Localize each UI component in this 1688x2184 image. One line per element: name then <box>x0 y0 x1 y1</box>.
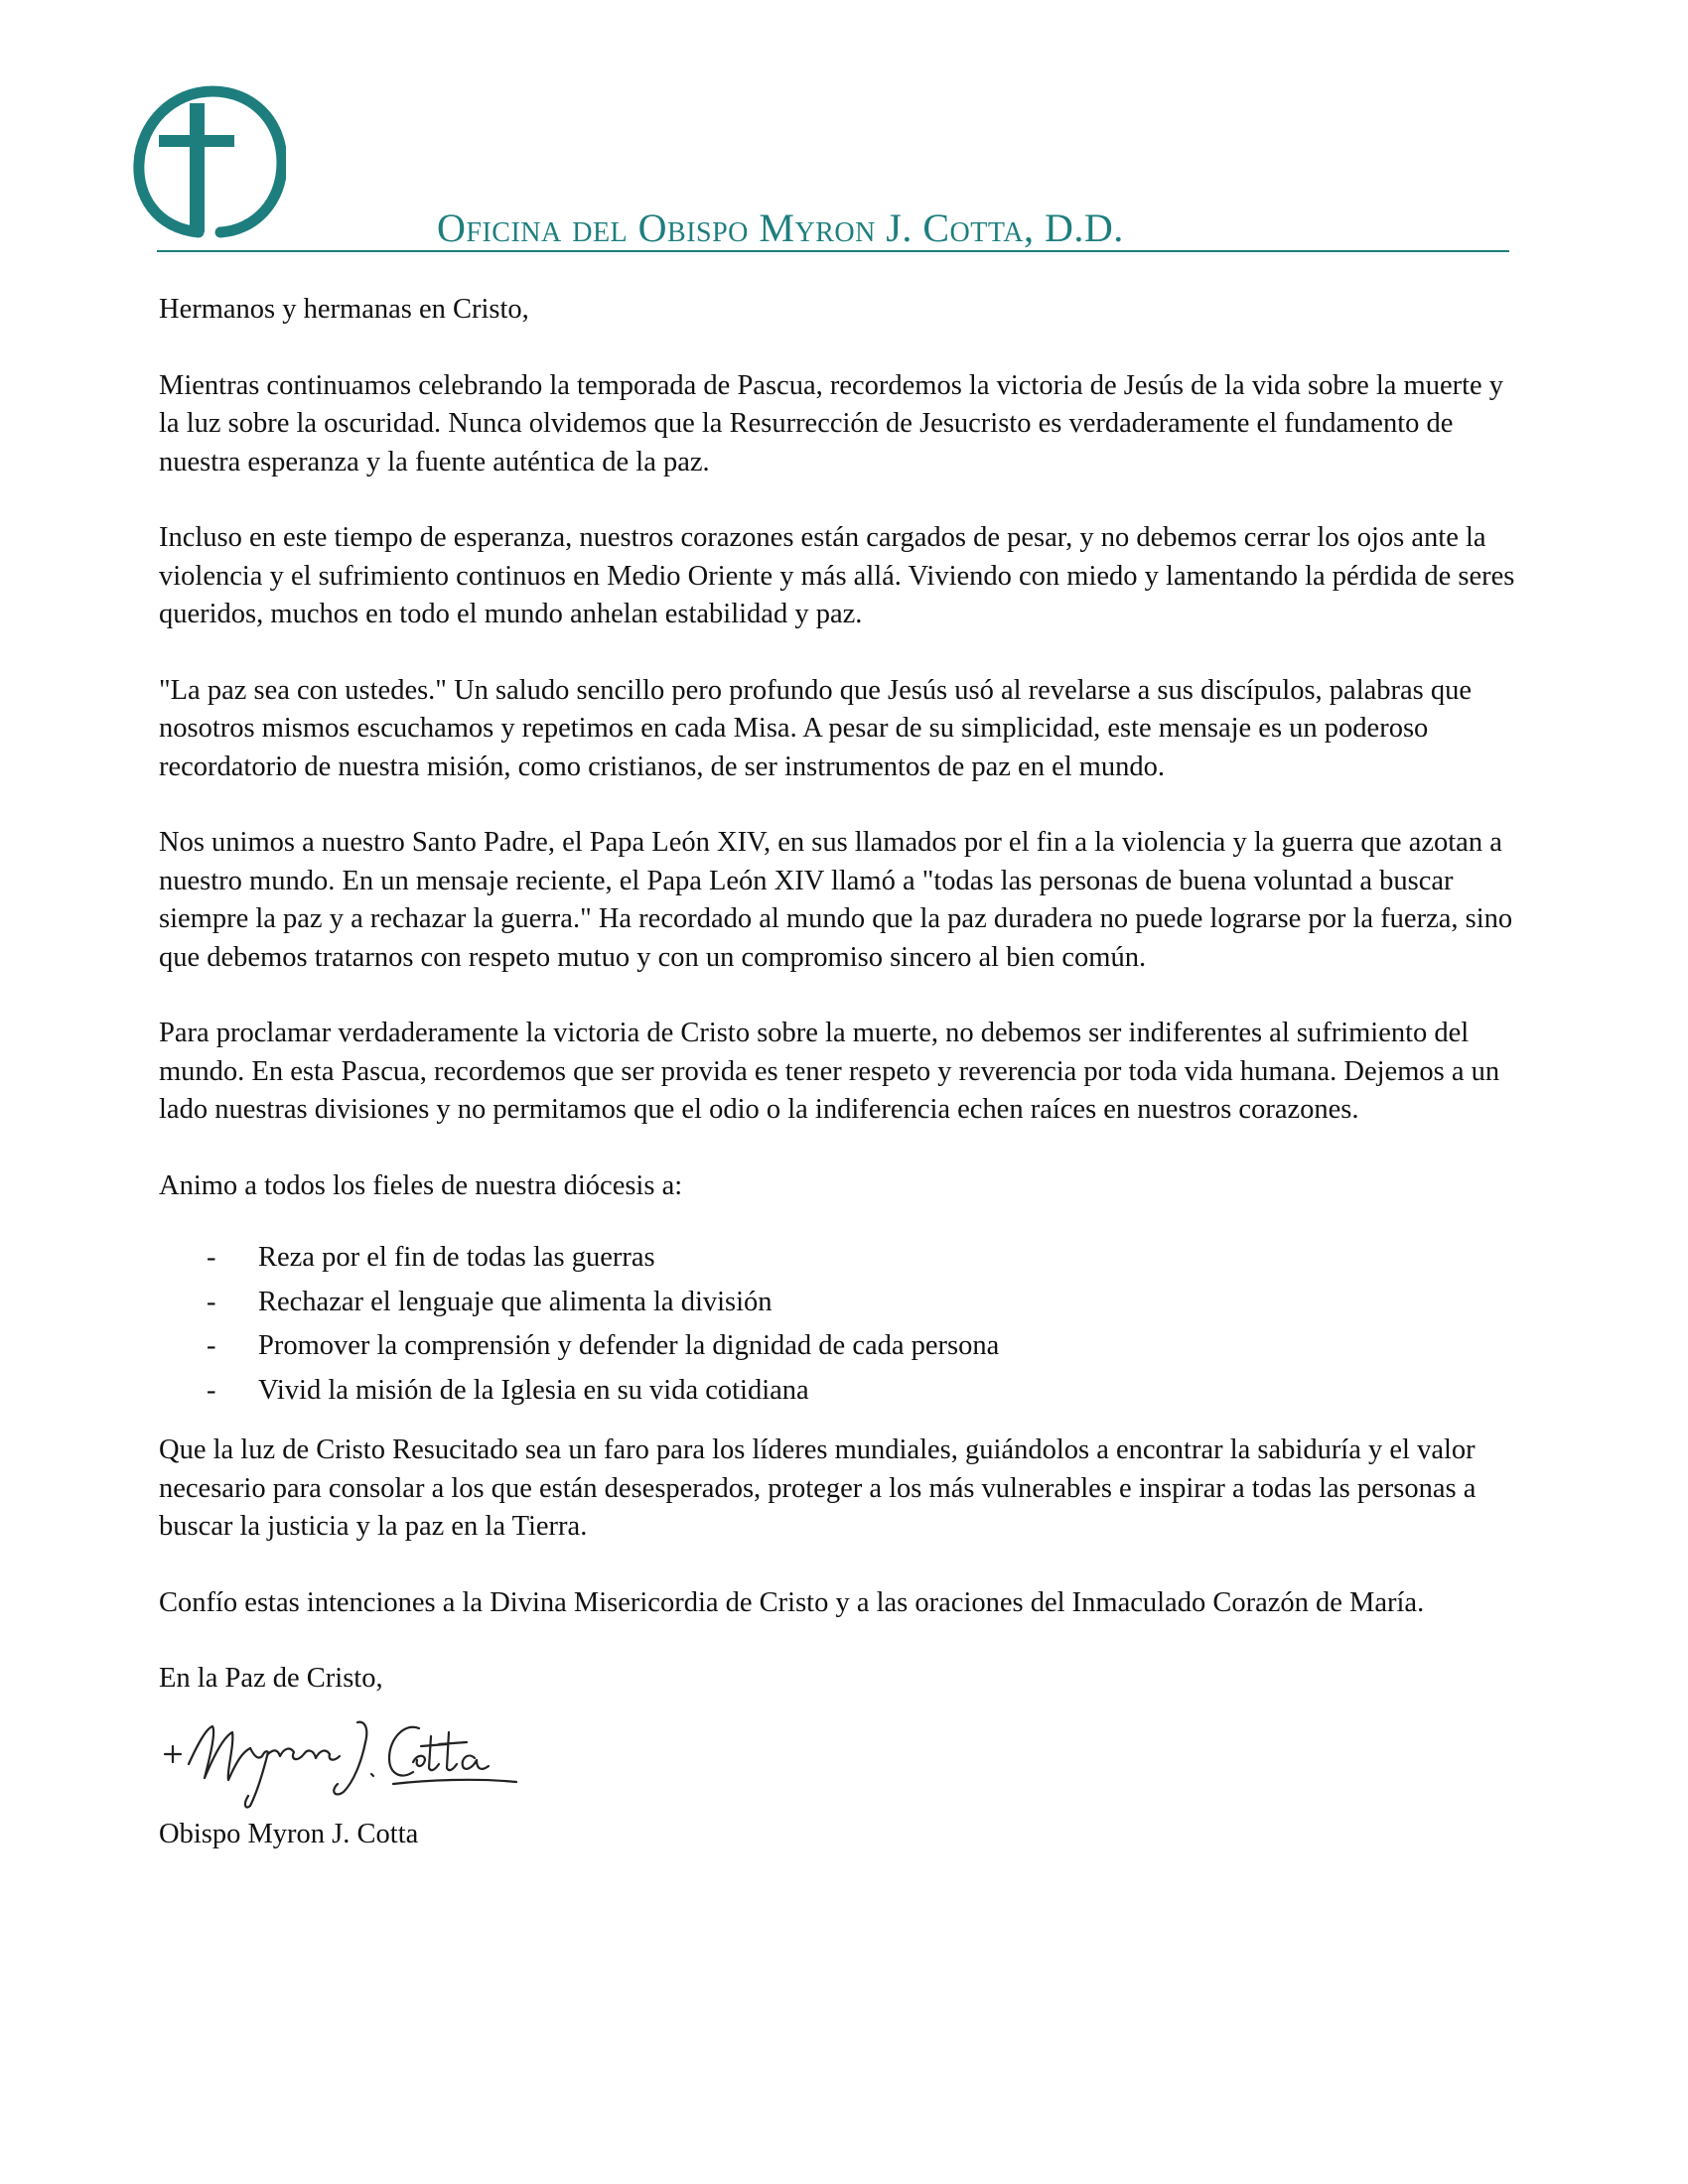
list-item-text: Rechazar el lenguaje que alimenta la división <box>258 1286 773 1317</box>
list-item <box>159 1239 1529 1278</box>
bullet-dash: - <box>207 1242 216 1273</box>
list-item-text: Reza por el fin de todas las guerras <box>258 1242 655 1273</box>
cross-in-circle-logo <box>133 83 286 242</box>
paragraph-6: Animo a todos los fieles de nuestra diócesis a: <box>159 1169 683 1201</box>
bullet-dash: - <box>207 1330 216 1361</box>
greeting: Hermanos y hermanas en Cristo, <box>159 294 529 325</box>
office-title: Oficina del Obispo Myron J. Cotta, D.D. <box>437 205 1124 250</box>
signature <box>159 1703 536 1812</box>
list-item-text: Promover la comprensión y defender la dignidad de cada persona <box>258 1330 1000 1361</box>
paragraph-5: Para proclamar verdaderamente la victoria de Cristo sobre la muerte, no debemos ser indiferentes al sufrimiento del mundo. En esta Pascua, recordemos que ser provida es tener respeto y reverencia por toda vida humana. Dejemos a un lado nuestras divisiones y no permitamos que el odio o la indiferencia echen raíces en nuestros corazones. <box>159 1018 1500 1125</box>
paragraph-4: Nos unimos a nuestro Santo Padre, el Papa León XIV, en sus llamados por el fin a la violencia y la guerra que azotan a nuestro mundo. En un mensaje reciente, el Papa León XIV llamó a "todas las personas de buena voluntad a buscar siempre la paz y a rechazar la guerra." Ha recordado al mundo que la paz duradera no puede lograrse por la fuerza, sino que debemos tratarnos con respeto mutuo y con un compromiso sincero al bien común. <box>159 827 1513 973</box>
paragraph-2: Incluso en este tiempo de esperanza, nuestros corazones están cargados de pesar, y no debemos cerrar los ojos ante la violencia y el sufrimiento continuos en Medio Oriente y más allá. Viviendo con miedo y lamentando la pérdida de seres queridos, muchos en todo el mundo anhelan estabilidad y paz. <box>159 522 1515 629</box>
list-item <box>159 1372 1529 1411</box>
letter-body <box>159 291 1529 1891</box>
paragraph-8: Confío estas intenciones a la Divina Misericordia de Cristo y a las oraciones del Inmaculado Corazón de María. <box>159 1586 1425 1618</box>
list-item-text: Vivid la misión de la Iglesia en su vida cotidiana <box>258 1374 809 1406</box>
paragraph-3: "La paz sea con ustedes." Un saludo sencillo pero profundo que Jesús usó al revelarse a sus discípulos, palabras que nosotros mismos escuchamos y repetimos en cada Misa. A pesar de su simplicidad, este mensaje es un poderoso recordatorio de nuestra misión, como cristianos, de ser instrumentos de paz en el mundo. <box>159 674 1473 782</box>
list-item <box>159 1284 1529 1322</box>
closing: En la Paz de Cristo, <box>159 1663 383 1694</box>
bullet-list <box>159 1239 1529 1410</box>
signer-name: Obispo Myron J. Cotta <box>159 1818 419 1849</box>
list-item <box>159 1327 1529 1366</box>
paragraph-7: Que la luz de Cristo Resucitado sea un faro para los líderes mundiales, guiándolos a encontrar la sabiduría y el valor necesario para consolar a los que están desesperados, proteger a los más vulnerables e inspirar a todas las personas a buscar la justicia y la paz en la Tierra. <box>159 1434 1477 1542</box>
bullet-dash: - <box>207 1286 216 1317</box>
bullet-dash: - <box>207 1374 216 1406</box>
paragraph-1: Mientras continuamos celebrando la temporada de Pascua, recordemos la victoria de Jesús de la vida sobre la muerte y la luz sobre la oscuridad. Nunca olvidemos que la Resurrección de Jesucristo es verdaderamente el fundamento de nuestra esperanza y la fuente auténtica de la paz. <box>159 369 1504 478</box>
header-divider <box>157 250 1509 252</box>
